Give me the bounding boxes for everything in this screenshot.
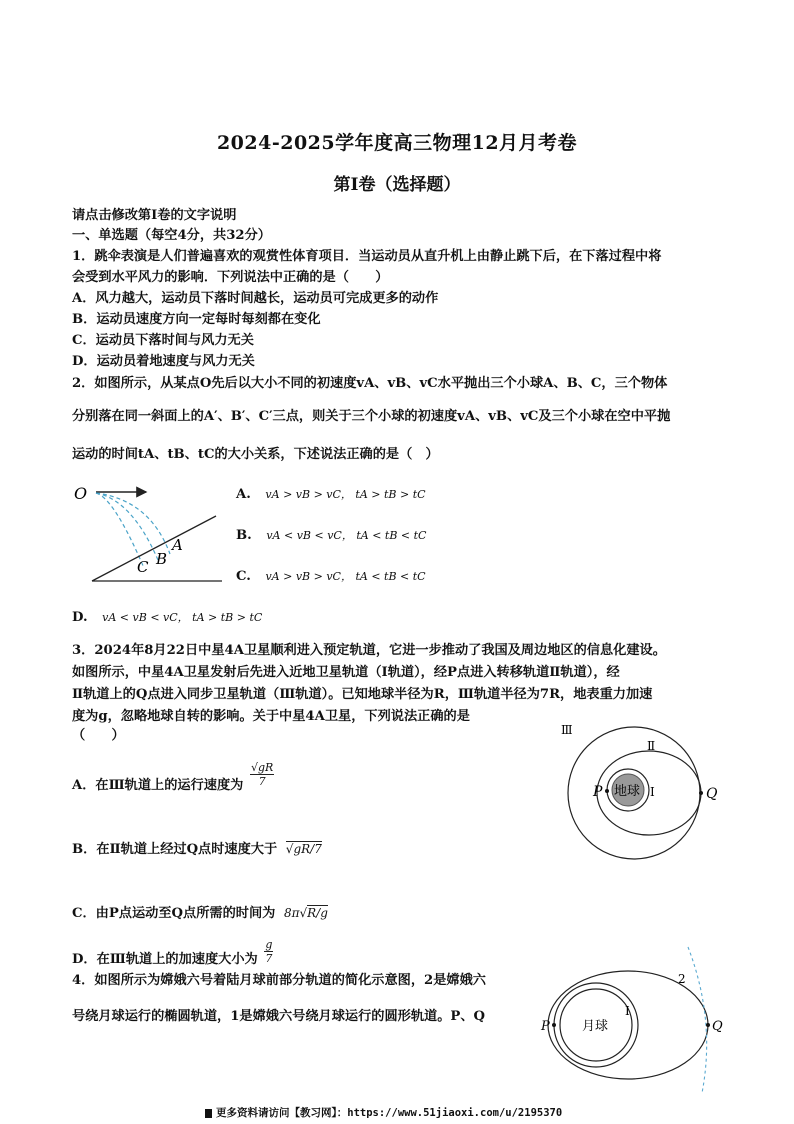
point-p bbox=[552, 1023, 556, 1027]
q3-option-d-text: D．在Ⅲ轨道上的加速度大小为 bbox=[72, 952, 258, 967]
q3-option-c bbox=[72, 902, 328, 921]
q2-option-a bbox=[236, 486, 426, 502]
q2-option-c-formula: vA > vB > vC， tA < tB < tC bbox=[265, 570, 426, 583]
q3-option-b bbox=[72, 838, 322, 857]
label-point-c: C bbox=[137, 558, 149, 576]
point-p bbox=[605, 789, 609, 793]
q3-orbit-figure bbox=[544, 720, 724, 868]
q2-stem-line1: 2．如图所示，从某点O先后以大小不同的初速度vA、vB、vC水平抛出三个小球A、B、C，三个物体 bbox=[72, 376, 668, 391]
q2-option-d-letter: D. bbox=[72, 610, 88, 625]
label-orbit-2: 2 bbox=[678, 972, 686, 986]
q1-option-d: D．运动员着地速度与风力无关 bbox=[72, 354, 255, 369]
q3-blank: （ ） bbox=[72, 728, 125, 743]
q4-stem-line2: 号绕月球运行的椭圆轨道，1是嫦娥六号绕月球运行的圆形轨道。P、Q bbox=[72, 1009, 486, 1024]
label-orbit-ii: Ⅱ bbox=[647, 739, 656, 753]
trajectory-b bbox=[96, 493, 158, 560]
q3-option-c-radicand: R/g bbox=[307, 906, 328, 920]
point-q bbox=[699, 791, 703, 795]
q3-option-d-numerator: g bbox=[265, 938, 273, 951]
q3-option-d-denominator: 7 bbox=[265, 952, 273, 965]
q2-option-a-formula: vA > vB > vC， tA > tB > tC bbox=[265, 488, 426, 501]
q2-option-b-letter: B. bbox=[236, 528, 252, 543]
q1-option-b: B．运动员速度方向一定每时每刻都在变化 bbox=[72, 312, 321, 327]
q3-option-d-formula bbox=[264, 938, 273, 965]
part-heading: 一、单选题（每空4分，共32分） bbox=[72, 228, 271, 243]
flag-icon bbox=[205, 1109, 212, 1118]
q3-option-a-text: A．在Ⅲ轨道上的运行速度为 bbox=[72, 778, 244, 793]
approach-trajectory bbox=[688, 947, 707, 1093]
q2-option-b bbox=[236, 527, 426, 543]
label-orbit-i: Ⅰ bbox=[650, 785, 655, 799]
q3-option-b-radicand: gR/7 bbox=[293, 842, 322, 856]
q2-option-c-letter: C. bbox=[236, 569, 251, 584]
footer-link[interactable] bbox=[205, 1105, 562, 1120]
q3-stem-line1: 3．2024年8月22日中星4A卫星顺利进入预定轨道，它进一步推动了我国及周边地区的信息化建设。 bbox=[72, 643, 666, 658]
instruction-text: 请点击修改第I卷的文字说明 bbox=[72, 208, 237, 223]
label-orbit-1: Ⅰ bbox=[625, 1004, 630, 1018]
q3-option-b-formula: √gR/7 bbox=[285, 842, 322, 856]
q2-option-b-formula: vA < vB < vC， tA < tB < tC bbox=[266, 529, 427, 542]
label-q: Q bbox=[712, 1019, 723, 1034]
q1-option-a: A．风力越大，运动员下落时间越长，运动员可完成更多的动作 bbox=[72, 291, 439, 306]
incline-line bbox=[92, 516, 216, 581]
q3-option-a-numerator: √gR bbox=[250, 761, 274, 774]
section-title: 第I卷（选择题） bbox=[333, 175, 461, 195]
orbit-2-ellipse bbox=[548, 971, 708, 1079]
label-moon: 月球 bbox=[582, 1019, 609, 1034]
q3-option-b-text: B．在Ⅱ轨道上经过Q点时速度大于 bbox=[72, 842, 278, 857]
q1-option-c: C．运动员下落时间与风力无关 bbox=[72, 333, 254, 348]
label-point-a: A bbox=[172, 536, 183, 554]
label-earth: 地球 bbox=[614, 784, 641, 799]
q1-stem-line1: 1．跳伞表演是人们普遍喜欢的观赏性体育项目．当运动员从直升机上由静止跳下后，在下落过程中将 bbox=[72, 249, 662, 264]
label-p: P bbox=[593, 784, 603, 800]
q2-option-c bbox=[236, 568, 426, 584]
q3-option-a bbox=[72, 761, 274, 793]
q4-stem-line1: 4．如图所示为嫦娥六号着陆月球前部分轨道的简化示意图，2是嫦娥六 bbox=[72, 973, 486, 988]
q3-option-a-formula bbox=[250, 761, 274, 788]
label-origin: O bbox=[74, 484, 88, 503]
trajectory-c bbox=[96, 493, 144, 568]
q2-stem-line3: 运动的时间tA、tB、tC的大小关系，下述说法正确的是（ ） bbox=[72, 447, 439, 462]
exam-title: 2024-2025学年度高三物理12月月考卷 bbox=[216, 132, 578, 154]
q3-stem-line4: 度为g，忽略地球自转的影响。关于中星4A卫星，下列说法正确的是 bbox=[72, 709, 470, 724]
q2-option-a-letter: A. bbox=[236, 487, 251, 502]
label-orbit-iii: Ⅲ bbox=[561, 723, 573, 737]
q3-option-a-denominator: 7 bbox=[258, 775, 266, 788]
point-q bbox=[706, 1023, 710, 1027]
q2-projectile-figure bbox=[70, 478, 230, 590]
q4-moon-orbit-figure bbox=[538, 945, 723, 1095]
q3-stem-line2: 如图所示，中星4A卫星发射后先进入近地卫星轨道（Ⅰ轨道），经P点进入转移轨道Ⅱ轨道），经 bbox=[72, 665, 620, 680]
q2-stem-line2: 分别落在同一斜面上的A′、B′、C′三点，则关于三个小球的初速度vA、vB、vC及三个小球在空中平抛 bbox=[72, 409, 671, 424]
q3-option-d bbox=[72, 938, 273, 967]
label-q: Q bbox=[706, 786, 718, 802]
label-p: P bbox=[541, 1019, 550, 1034]
q2-option-d-formula: vA < vB < vC， tA > tB > tC bbox=[102, 611, 263, 624]
q3-stem-line3: Ⅱ轨道上的Q点进入同步卫星轨道（Ⅲ轨道）。已知地球半径为R，Ⅲ轨道半径为7R，地表重力加速 bbox=[72, 687, 653, 702]
footer-text: 更多资料请访问【教习网】：https://www.51jiaoxi.com/u/2195370 bbox=[216, 1107, 563, 1119]
q3-option-c-formula: 8π√R/g bbox=[283, 906, 328, 920]
q2-option-d bbox=[72, 609, 262, 625]
q1-stem-line2: 会受到水平风力的影响．下列说法中正确的是（ ） bbox=[72, 270, 389, 285]
label-point-b: B bbox=[156, 550, 168, 568]
q3-option-c-text: C．由P点运动至Q点所需的时间为 bbox=[72, 906, 276, 921]
q3-option-c-prefix: 8π bbox=[283, 906, 300, 920]
